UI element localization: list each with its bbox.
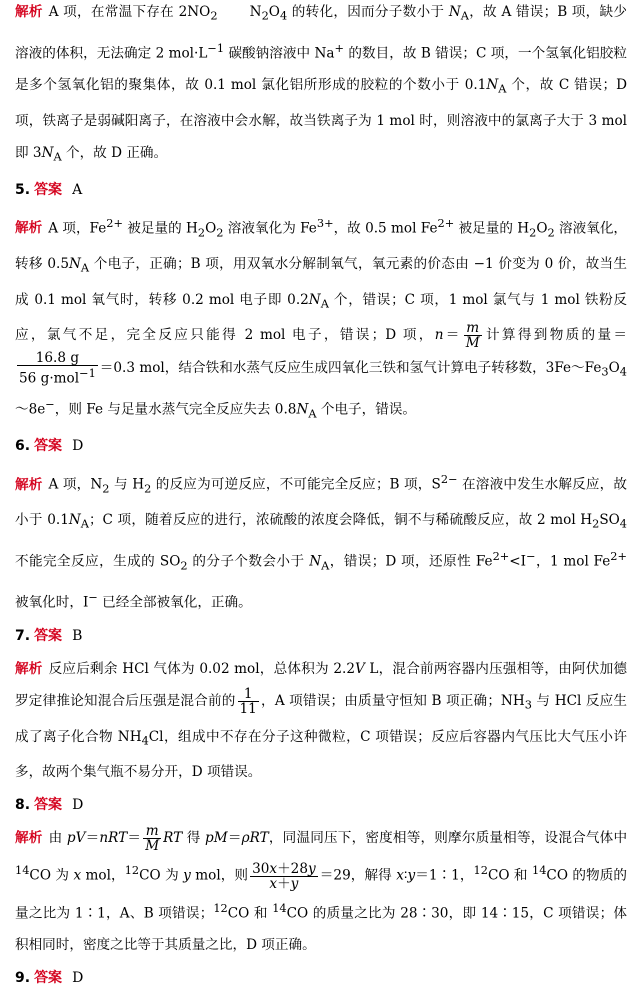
explanation-8: 解析 由 pV＝nRT＝ $\frac{m}{M}$ RT 得 pM＝ρRT，同温同压下，密度相等，则摩尔质量相等，设混合气体中 $^{14}$CO 为 x mol，$^{12}$CO 为 y mol，则 $\frac{30x+28y}{x+y}$ ＝29，解得 x∶y＝1∶1，$^{12}$CO 和 $^{14}$CO 的物质的量之比为 1∶1，A、B 项错误；$^{12}$CO 和 $^{14}$CO 的质量之比为 28∶30，即 14∶15，C 项错误；体积相同时，密度之比等于其质量之比，D 项正确。 [15,823,628,954]
explanation-4: 解析 A 项，在常温下存在 $2NO_2$ $N_2O_4$ 的转化，因而分子数小于 $N_A$，故 A 错误；B 项，缺少溶液的体积，无法确定 2 $mol\cdot L^{-1}$ 碳酸钠溶液中 Na+ 的数目，故 B 错误；C 项，一个氢氧化铝胶粒是多个氢氧化铝的聚集体，故 0.1 mol 氯化铝所形成的胶粒的个数小于 $0.1N_A$ 个，故 C 错误；D 项，铁离子是弱碱阳离子，在溶液中会水解，故当铁离子为 1 mol 时，则溶液中的氯离子大于 3 mol 即 $3N_A$ 个，故 D 正确。 [15,4,628,164]
explanation-7: 解析 反应后剩余 HCl 气体为 0.02 mol，总体积为 2.2V L，混合前两容器内压强相等，由阿伏加德罗定律推论知混合后压强是混合前的 $\frac{1}{11}$ ，A 项错误；由质量守恒知 B 项正确；$NH_3$ 与 HCl 反应生成了离子化合物 $NH_4Cl$，组成中不存在分子这种微粒，C 项错误；反应后容器内气压比大气压小许多，故两个集气瓶不易分开，D 项错误。 [15,660,627,781]
explanation-label: 解析 [15,476,43,493]
answer-value: D [72,438,84,455]
answer-9 [15,961,627,995]
answer-value: B [72,627,83,644]
answer-value: A [72,181,83,198]
answer-7 [15,619,627,653]
explanation-label: 解析 [15,4,43,20]
answer-label: 答案 [34,797,63,814]
answer-6 [15,429,627,463]
document-page [15,0,627,995]
question-number: 6. [15,438,31,455]
explanation-6: 解析 A 项，$N_2$ 与 $H_2$ 的反应为可逆反应，不可能完全反应；B 项，$S^{2-}$ 在溶液中发生水解反应，故小于 $0.1N_A$；C 项，随着反应的进行，浓硫酸的浓度会降低，铜不与稀硫酸反应，故 2 mol $H_2SO_4$ 不能完全反应，生成的 $SO_2$ 的分子个数会小于 $N_A$，错误；D 项，还原性 $Fe^{2+}<I^-$，1 mol $Fe^{2+}$ 被氧化时，I− 已经全部被氧化，正确。 [15,472,628,611]
explanation-label: 解析 [15,220,43,237]
question-number: 9. [15,970,31,987]
explanation-label: 解析 [15,660,43,677]
answer-label: 答案 [34,627,63,644]
question-number: 5. [15,181,31,198]
answer-label: 答案 [34,970,63,987]
answer-label: 答案 [34,438,63,455]
explanation-label: 解析 [15,830,43,847]
explanation-5: 解析 A 项，$Fe^{2+}$ 被足量的 $H_2O_2$ 溶液氧化为 $Fe^{3+}$，故 0.5 mol $Fe^{2+}$ 被足量的 $H_2O_2$ 溶液氧化，转移 $0.5N_A$ 个电子，正确；B 项，用双氧水分解制氧气，氧元素的价态由 −1 价变为 0 价，故当生成 0.1 mol 氧气时，转移 0.2 mol 电子即 $0.2N_A$ 个，错误；C 项，1 mol 氯气与 1 mol 铁粉反应，氯气不足，完全反应只能得 2 mol 电子，错误；D 项，n＝ $\frac{m}{M}$ 计算得到物质的量＝ $\frac{16.8 g}{56 g\cdot mol^{-1}}$ ＝0.3 mol，结合铁和水蒸气反应生成四氧化三铁和氢气计算电子转移数，$3Fe\sim Fe_3O_4\sim 8e^-$，则 Fe 与足量水蒸气完全反应失去 $0.8N_A$ 个电子，错误。 [15,215,628,421]
question-number: 8. [15,797,31,814]
answer-value: D [72,797,84,814]
answer-label: 答案 [34,181,63,198]
answer-8 [15,788,627,822]
answer-5 [15,173,627,207]
question-number: 7. [15,627,31,644]
answer-value: D [72,970,84,987]
